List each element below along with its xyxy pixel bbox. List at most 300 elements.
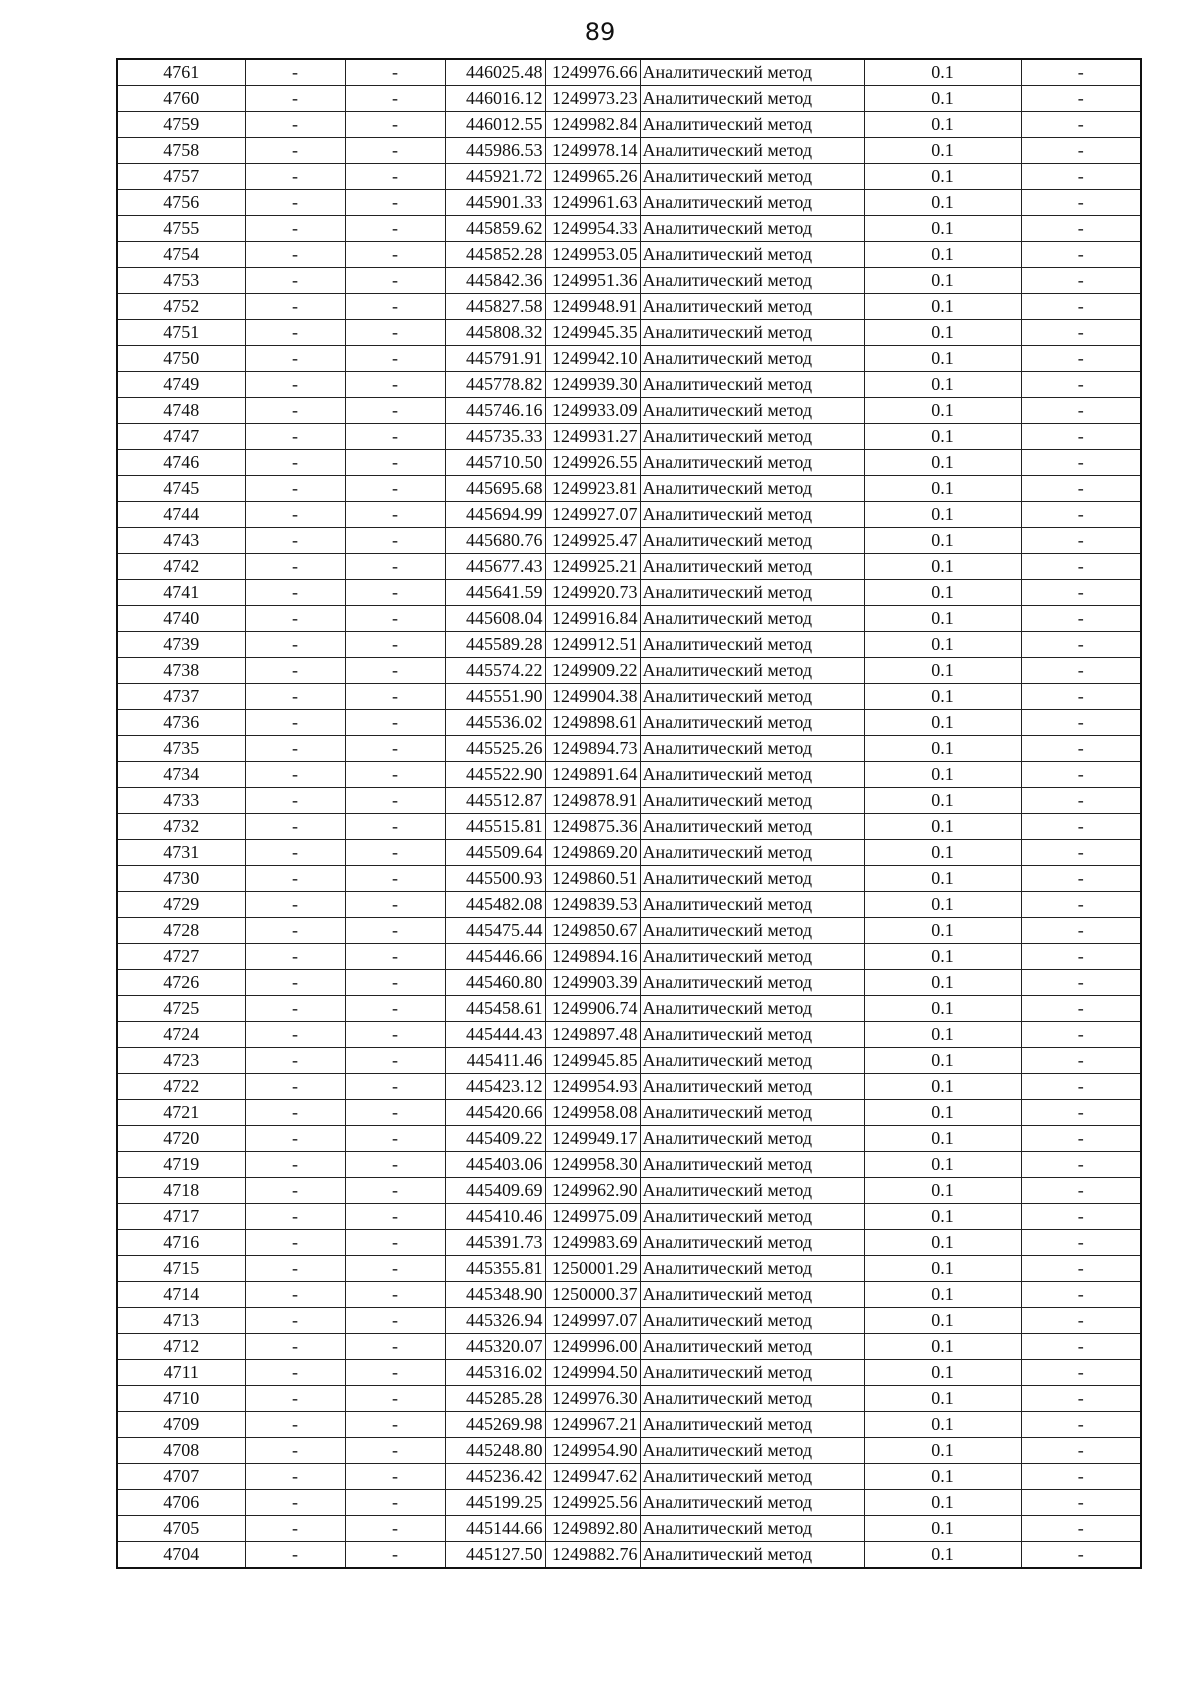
empty-cell-a: -	[245, 1230, 345, 1256]
x-coordinate-cell: 445778.82	[445, 372, 545, 398]
precision-cell: 0.1	[864, 580, 1021, 606]
empty-cell-b: -	[345, 840, 445, 866]
point-number-cell: 4732	[117, 814, 245, 840]
empty-cell-a: -	[245, 86, 345, 112]
y-coordinate-cell: 1249954.93	[545, 1074, 640, 1100]
note-cell: -	[1021, 710, 1141, 736]
method-cell: Аналитический метод	[640, 684, 864, 710]
method-cell: Аналитический метод	[640, 398, 864, 424]
empty-cell-a: -	[245, 1204, 345, 1230]
empty-cell-b: -	[345, 1490, 445, 1516]
point-number-cell: 4757	[117, 164, 245, 190]
point-number-cell: 4730	[117, 866, 245, 892]
y-coordinate-cell: 1249897.48	[545, 1022, 640, 1048]
method-cell: Аналитический метод	[640, 294, 864, 320]
note-cell: -	[1021, 788, 1141, 814]
empty-cell-a: -	[245, 1360, 345, 1386]
method-cell: Аналитический метод	[640, 1490, 864, 1516]
note-cell: -	[1021, 606, 1141, 632]
point-number-cell: 4713	[117, 1308, 245, 1334]
y-coordinate-cell: 1249961.63	[545, 190, 640, 216]
table-row	[117, 892, 1141, 918]
empty-cell-a: -	[245, 528, 345, 554]
x-coordinate-cell: 445409.69	[445, 1178, 545, 1204]
x-coordinate-cell: 445680.76	[445, 528, 545, 554]
point-number-cell: 4733	[117, 788, 245, 814]
precision-cell: 0.1	[864, 502, 1021, 528]
y-coordinate-cell: 1249909.22	[545, 658, 640, 684]
empty-cell-b: -	[345, 59, 445, 86]
empty-cell-a: -	[245, 242, 345, 268]
empty-cell-b: -	[345, 1100, 445, 1126]
method-cell: Аналитический метод	[640, 1412, 864, 1438]
note-cell: -	[1021, 86, 1141, 112]
empty-cell-a: -	[245, 580, 345, 606]
note-cell: -	[1021, 1516, 1141, 1542]
empty-cell-b: -	[345, 190, 445, 216]
empty-cell-a: -	[245, 1542, 345, 1569]
y-coordinate-cell: 1249875.36	[545, 814, 640, 840]
y-coordinate-cell: 1249926.55	[545, 450, 640, 476]
x-coordinate-cell: 445551.90	[445, 684, 545, 710]
precision-cell: 0.1	[864, 476, 1021, 502]
table-row	[117, 1256, 1141, 1282]
empty-cell-b: -	[345, 424, 445, 450]
empty-cell-b: -	[345, 762, 445, 788]
empty-cell-b: -	[345, 1516, 445, 1542]
precision-cell: 0.1	[864, 1308, 1021, 1334]
point-number-cell: 4753	[117, 268, 245, 294]
empty-cell-a: -	[245, 216, 345, 242]
precision-cell: 0.1	[864, 346, 1021, 372]
y-coordinate-cell: 1249891.64	[545, 762, 640, 788]
y-coordinate-cell: 1249994.50	[545, 1360, 640, 1386]
y-coordinate-cell: 1249927.07	[545, 502, 640, 528]
empty-cell-a: -	[245, 710, 345, 736]
method-cell: Аналитический метод	[640, 268, 864, 294]
y-coordinate-cell: 1249906.74	[545, 996, 640, 1022]
table-row	[117, 424, 1141, 450]
precision-cell: 0.1	[864, 710, 1021, 736]
table-row	[117, 59, 1141, 86]
x-coordinate-cell: 445827.58	[445, 294, 545, 320]
note-cell: -	[1021, 814, 1141, 840]
empty-cell-b: -	[345, 1178, 445, 1204]
empty-cell-a: -	[245, 1490, 345, 1516]
empty-cell-a: -	[245, 320, 345, 346]
empty-cell-b: -	[345, 1048, 445, 1074]
empty-cell-b: -	[345, 1386, 445, 1412]
point-number-cell: 4735	[117, 736, 245, 762]
point-number-cell: 4718	[117, 1178, 245, 1204]
table-row	[117, 294, 1141, 320]
empty-cell-a: -	[245, 762, 345, 788]
method-cell: Аналитический метод	[640, 1438, 864, 1464]
empty-cell-a: -	[245, 1464, 345, 1490]
precision-cell: 0.1	[864, 1334, 1021, 1360]
empty-cell-b: -	[345, 580, 445, 606]
x-coordinate-cell: 445808.32	[445, 320, 545, 346]
y-coordinate-cell: 1249878.91	[545, 788, 640, 814]
x-coordinate-cell: 445791.91	[445, 346, 545, 372]
empty-cell-b: -	[345, 294, 445, 320]
table-row	[117, 710, 1141, 736]
y-coordinate-cell: 1249925.47	[545, 528, 640, 554]
table-row	[117, 1412, 1141, 1438]
y-coordinate-cell: 1249839.53	[545, 892, 640, 918]
table-row	[117, 1308, 1141, 1334]
point-number-cell: 4716	[117, 1230, 245, 1256]
empty-cell-b: -	[345, 554, 445, 580]
y-coordinate-cell: 1249894.73	[545, 736, 640, 762]
method-cell: Аналитический метод	[640, 1126, 864, 1152]
note-cell: -	[1021, 1230, 1141, 1256]
method-cell: Аналитический метод	[640, 1178, 864, 1204]
x-coordinate-cell: 445589.28	[445, 632, 545, 658]
point-number-cell: 4744	[117, 502, 245, 528]
y-coordinate-cell: 1249997.07	[545, 1308, 640, 1334]
method-cell: Аналитический метод	[640, 1386, 864, 1412]
table-row	[117, 1230, 1141, 1256]
empty-cell-a: -	[245, 814, 345, 840]
y-coordinate-cell: 1250001.29	[545, 1256, 640, 1282]
x-coordinate-cell: 445269.98	[445, 1412, 545, 1438]
table-row	[117, 86, 1141, 112]
table-row	[117, 944, 1141, 970]
table-row	[117, 1464, 1141, 1490]
x-coordinate-cell: 445746.16	[445, 398, 545, 424]
empty-cell-a: -	[245, 1178, 345, 1204]
empty-cell-b: -	[345, 1230, 445, 1256]
y-coordinate-cell: 1249973.23	[545, 86, 640, 112]
empty-cell-a: -	[245, 398, 345, 424]
precision-cell: 0.1	[864, 1516, 1021, 1542]
table-row	[117, 1100, 1141, 1126]
precision-cell: 0.1	[864, 164, 1021, 190]
precision-cell: 0.1	[864, 1282, 1021, 1308]
point-number-cell: 4750	[117, 346, 245, 372]
note-cell: -	[1021, 1256, 1141, 1282]
y-coordinate-cell: 1249860.51	[545, 866, 640, 892]
y-coordinate-cell: 1249923.81	[545, 476, 640, 502]
method-cell: Аналитический метод	[640, 216, 864, 242]
method-cell: Аналитический метод	[640, 1204, 864, 1230]
empty-cell-a: -	[245, 268, 345, 294]
empty-cell-b: -	[345, 1152, 445, 1178]
method-cell: Аналитический метод	[640, 1022, 864, 1048]
x-coordinate-cell: 445677.43	[445, 554, 545, 580]
empty-cell-a: -	[245, 970, 345, 996]
x-coordinate-cell: 445500.93	[445, 866, 545, 892]
y-coordinate-cell: 1249951.36	[545, 268, 640, 294]
x-coordinate-cell: 445458.61	[445, 996, 545, 1022]
y-coordinate-cell: 1249916.84	[545, 606, 640, 632]
point-number-cell: 4704	[117, 1542, 245, 1569]
point-number-cell: 4756	[117, 190, 245, 216]
empty-cell-b: -	[345, 1464, 445, 1490]
precision-cell: 0.1	[864, 658, 1021, 684]
x-coordinate-cell: 445574.22	[445, 658, 545, 684]
x-coordinate-cell: 445403.06	[445, 1152, 545, 1178]
point-number-cell: 4751	[117, 320, 245, 346]
x-coordinate-cell: 445735.33	[445, 424, 545, 450]
note-cell: -	[1021, 944, 1141, 970]
empty-cell-a: -	[245, 502, 345, 528]
point-number-cell: 4731	[117, 840, 245, 866]
x-coordinate-cell: 445410.46	[445, 1204, 545, 1230]
note-cell: -	[1021, 580, 1141, 606]
method-cell: Аналитический метод	[640, 190, 864, 216]
precision-cell: 0.1	[864, 1386, 1021, 1412]
precision-cell: 0.1	[864, 892, 1021, 918]
table-row	[117, 1152, 1141, 1178]
note-cell: -	[1021, 1022, 1141, 1048]
note-cell: -	[1021, 164, 1141, 190]
precision-cell: 0.1	[864, 1230, 1021, 1256]
note-cell: -	[1021, 476, 1141, 502]
empty-cell-b: -	[345, 1412, 445, 1438]
point-number-cell: 4708	[117, 1438, 245, 1464]
y-coordinate-cell: 1249976.30	[545, 1386, 640, 1412]
method-cell: Аналитический метод	[640, 1542, 864, 1569]
table-row	[117, 346, 1141, 372]
y-coordinate-cell: 1249894.16	[545, 944, 640, 970]
y-coordinate-cell: 1249954.33	[545, 216, 640, 242]
precision-cell: 0.1	[864, 1152, 1021, 1178]
note-cell: -	[1021, 216, 1141, 242]
precision-cell: 0.1	[864, 268, 1021, 294]
empty-cell-a: -	[245, 476, 345, 502]
method-cell: Аналитический метод	[640, 554, 864, 580]
x-coordinate-cell: 445641.59	[445, 580, 545, 606]
precision-cell: 0.1	[864, 1438, 1021, 1464]
method-cell: Аналитический метод	[640, 996, 864, 1022]
table-row	[117, 554, 1141, 580]
table-row	[117, 112, 1141, 138]
note-cell: -	[1021, 1126, 1141, 1152]
note-cell: -	[1021, 112, 1141, 138]
x-coordinate-cell: 445852.28	[445, 242, 545, 268]
note-cell: -	[1021, 684, 1141, 710]
y-coordinate-cell: 1249967.21	[545, 1412, 640, 1438]
x-coordinate-cell: 445525.26	[445, 736, 545, 762]
point-number-cell: 4741	[117, 580, 245, 606]
note-cell: -	[1021, 424, 1141, 450]
method-cell: Аналитический метод	[640, 1256, 864, 1282]
note-cell: -	[1021, 1282, 1141, 1308]
table-row	[117, 164, 1141, 190]
table-row	[117, 1204, 1141, 1230]
table-row	[117, 1282, 1141, 1308]
empty-cell-b: -	[345, 788, 445, 814]
empty-cell-b: -	[345, 1542, 445, 1569]
y-coordinate-cell: 1249920.73	[545, 580, 640, 606]
table-row	[117, 580, 1141, 606]
x-coordinate-cell: 445512.87	[445, 788, 545, 814]
method-cell: Аналитический метод	[640, 762, 864, 788]
method-cell: Аналитический метод	[640, 736, 864, 762]
point-number-cell: 4754	[117, 242, 245, 268]
point-number-cell: 4748	[117, 398, 245, 424]
empty-cell-a: -	[245, 1308, 345, 1334]
table-row	[117, 996, 1141, 1022]
x-coordinate-cell: 445475.44	[445, 918, 545, 944]
y-coordinate-cell: 1249903.39	[545, 970, 640, 996]
precision-cell: 0.1	[864, 138, 1021, 164]
x-coordinate-cell: 445420.66	[445, 1100, 545, 1126]
empty-cell-a: -	[245, 372, 345, 398]
note-cell: -	[1021, 1100, 1141, 1126]
precision-cell: 0.1	[864, 424, 1021, 450]
precision-cell: 0.1	[864, 606, 1021, 632]
note-cell: -	[1021, 1542, 1141, 1569]
point-number-cell: 4705	[117, 1516, 245, 1542]
x-coordinate-cell: 445444.43	[445, 1022, 545, 1048]
empty-cell-b: -	[345, 1282, 445, 1308]
empty-cell-b: -	[345, 372, 445, 398]
y-coordinate-cell: 1249948.91	[545, 294, 640, 320]
y-coordinate-cell: 1249882.76	[545, 1542, 640, 1569]
empty-cell-a: -	[245, 736, 345, 762]
table-row	[117, 190, 1141, 216]
point-number-cell: 4760	[117, 86, 245, 112]
note-cell: -	[1021, 1386, 1141, 1412]
x-coordinate-cell: 446025.48	[445, 59, 545, 86]
x-coordinate-cell: 445348.90	[445, 1282, 545, 1308]
x-coordinate-cell: 445446.66	[445, 944, 545, 970]
method-cell: Аналитический метод	[640, 970, 864, 996]
x-coordinate-cell: 445423.12	[445, 1074, 545, 1100]
table-row	[117, 242, 1141, 268]
note-cell: -	[1021, 1412, 1141, 1438]
empty-cell-b: -	[345, 502, 445, 528]
point-number-cell: 4709	[117, 1412, 245, 1438]
point-number-cell: 4721	[117, 1100, 245, 1126]
empty-cell-a: -	[245, 1438, 345, 1464]
point-number-cell: 4755	[117, 216, 245, 242]
y-coordinate-cell: 1249925.21	[545, 554, 640, 580]
point-number-cell: 4728	[117, 918, 245, 944]
method-cell: Аналитический метод	[640, 424, 864, 450]
empty-cell-a: -	[245, 892, 345, 918]
precision-cell: 0.1	[864, 554, 1021, 580]
method-cell: Аналитический метод	[640, 1152, 864, 1178]
empty-cell-b: -	[345, 1204, 445, 1230]
precision-cell: 0.1	[864, 1074, 1021, 1100]
point-number-cell: 4738	[117, 658, 245, 684]
empty-cell-b: -	[345, 346, 445, 372]
point-number-cell: 4761	[117, 59, 245, 86]
note-cell: -	[1021, 372, 1141, 398]
empty-cell-a: -	[245, 138, 345, 164]
empty-cell-a: -	[245, 1126, 345, 1152]
point-number-cell: 4742	[117, 554, 245, 580]
empty-cell-b: -	[345, 996, 445, 1022]
method-cell: Аналитический метод	[640, 606, 864, 632]
precision-cell: 0.1	[864, 320, 1021, 346]
empty-cell-a: -	[245, 996, 345, 1022]
method-cell: Аналитический метод	[640, 164, 864, 190]
empty-cell-b: -	[345, 476, 445, 502]
precision-cell: 0.1	[864, 684, 1021, 710]
point-number-cell: 4719	[117, 1152, 245, 1178]
table-row	[117, 502, 1141, 528]
point-number-cell: 4723	[117, 1048, 245, 1074]
y-coordinate-cell: 1249976.66	[545, 59, 640, 86]
point-number-cell: 4758	[117, 138, 245, 164]
table-row	[117, 450, 1141, 476]
empty-cell-b: -	[345, 866, 445, 892]
empty-cell-b: -	[345, 268, 445, 294]
method-cell: Аналитический метод	[640, 892, 864, 918]
method-cell: Аналитический метод	[640, 1334, 864, 1360]
x-coordinate-cell: 445515.81	[445, 814, 545, 840]
note-cell: -	[1021, 1490, 1141, 1516]
note-cell: -	[1021, 866, 1141, 892]
method-cell: Аналитический метод	[640, 528, 864, 554]
method-cell: Аналитический метод	[640, 1464, 864, 1490]
table-row	[117, 372, 1141, 398]
method-cell: Аналитический метод	[640, 346, 864, 372]
precision-cell: 0.1	[864, 1412, 1021, 1438]
table-row	[117, 918, 1141, 944]
method-cell: Аналитический метод	[640, 814, 864, 840]
method-cell: Аналитический метод	[640, 476, 864, 502]
method-cell: Аналитический метод	[640, 450, 864, 476]
method-cell: Аналитический метод	[640, 1308, 864, 1334]
empty-cell-a: -	[245, 112, 345, 138]
precision-cell: 0.1	[864, 294, 1021, 320]
x-coordinate-cell: 445608.04	[445, 606, 545, 632]
method-cell: Аналитический метод	[640, 1516, 864, 1542]
point-number-cell: 4726	[117, 970, 245, 996]
empty-cell-b: -	[345, 1438, 445, 1464]
point-number-cell: 4707	[117, 1464, 245, 1490]
precision-cell: 0.1	[864, 112, 1021, 138]
method-cell: Аналитический метод	[640, 918, 864, 944]
table-row	[117, 320, 1141, 346]
precision-cell: 0.1	[864, 944, 1021, 970]
precision-cell: 0.1	[864, 788, 1021, 814]
empty-cell-a: -	[245, 1022, 345, 1048]
y-coordinate-cell: 1249945.85	[545, 1048, 640, 1074]
method-cell: Аналитический метод	[640, 1100, 864, 1126]
empty-cell-a: -	[245, 164, 345, 190]
point-number-cell: 4752	[117, 294, 245, 320]
empty-cell-b: -	[345, 242, 445, 268]
y-coordinate-cell: 1249869.20	[545, 840, 640, 866]
note-cell: -	[1021, 1178, 1141, 1204]
precision-cell: 0.1	[864, 1464, 1021, 1490]
method-cell: Аналитический метод	[640, 138, 864, 164]
empty-cell-b: -	[345, 632, 445, 658]
empty-cell-b: -	[345, 450, 445, 476]
x-coordinate-cell: 445316.02	[445, 1360, 545, 1386]
y-coordinate-cell: 1249965.26	[545, 164, 640, 190]
y-coordinate-cell: 1249954.90	[545, 1438, 640, 1464]
precision-cell: 0.1	[864, 762, 1021, 788]
point-number-cell: 4715	[117, 1256, 245, 1282]
empty-cell-b: -	[345, 1022, 445, 1048]
note-cell: -	[1021, 892, 1141, 918]
point-number-cell: 4749	[117, 372, 245, 398]
precision-cell: 0.1	[864, 216, 1021, 242]
table-row	[117, 762, 1141, 788]
empty-cell-b: -	[345, 138, 445, 164]
precision-cell: 0.1	[864, 1048, 1021, 1074]
y-coordinate-cell: 1249933.09	[545, 398, 640, 424]
empty-cell-b: -	[345, 112, 445, 138]
